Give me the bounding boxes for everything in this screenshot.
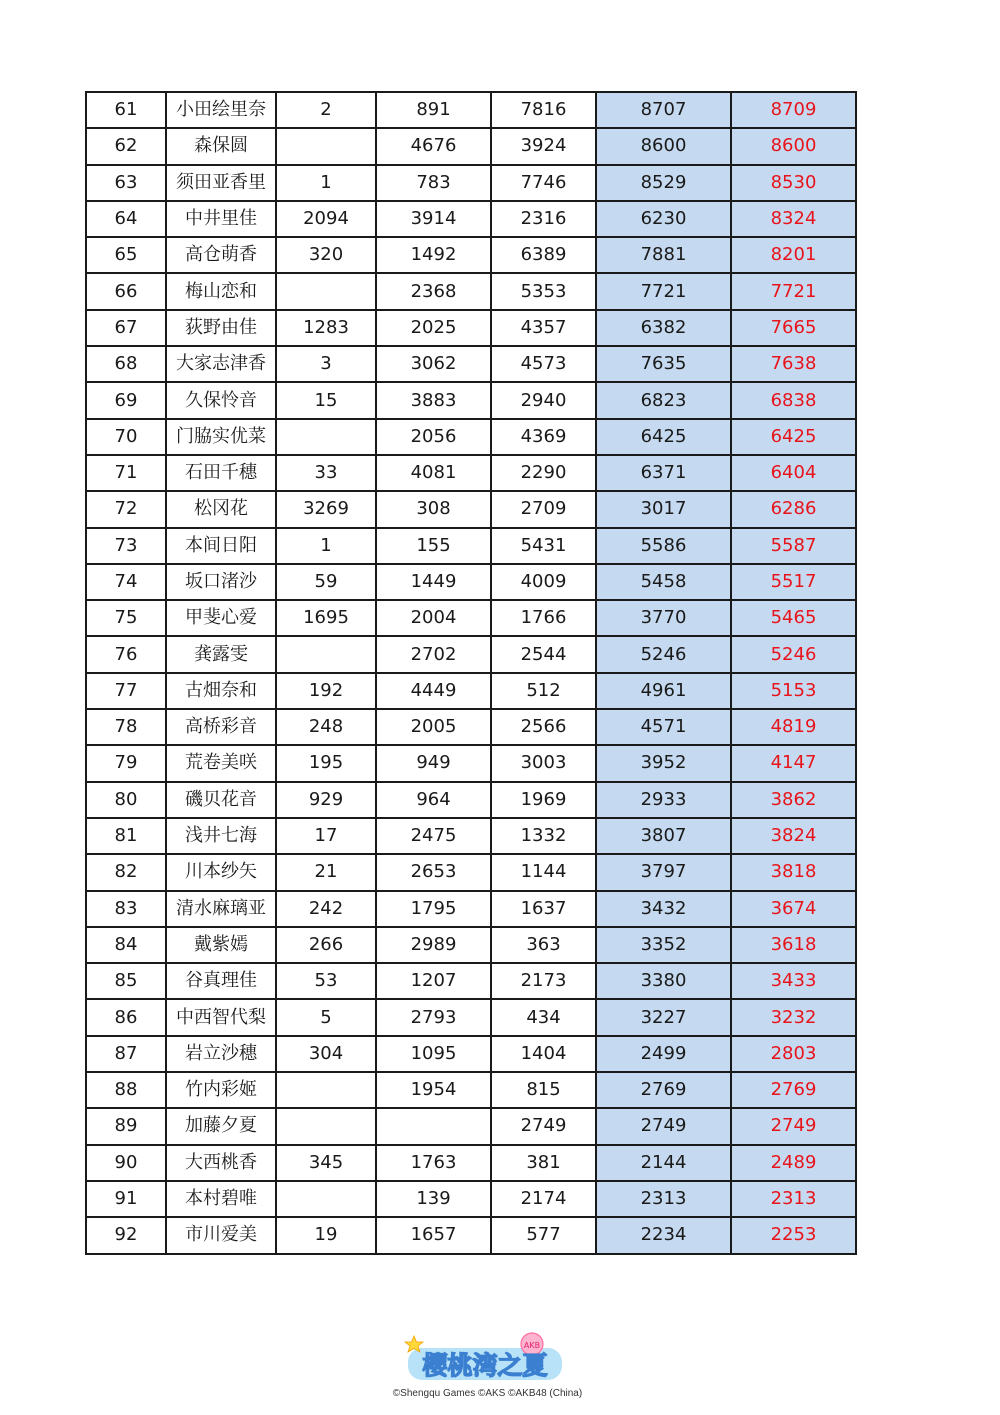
table-row — [86, 745, 856, 781]
value-cell: 1657 — [376, 1217, 491, 1253]
value-cell: 1954 — [376, 1072, 491, 1108]
total-cell: 2749 — [731, 1108, 856, 1144]
rank-cell: 84 — [86, 927, 166, 963]
table-row — [86, 818, 856, 854]
subtotal-cell: 3352 — [596, 927, 731, 963]
value-cell — [376, 1108, 491, 1144]
table-row — [86, 1145, 856, 1181]
table-row — [86, 1108, 856, 1144]
value-cell: 242 — [276, 891, 376, 927]
rank-cell: 81 — [86, 818, 166, 854]
subtotal-cell: 2144 — [596, 1145, 731, 1181]
value-cell: 2004 — [376, 600, 491, 636]
name-cell: 久保怜音 — [166, 382, 276, 418]
name-cell: 荻野由佳 — [166, 310, 276, 346]
value-cell: 1283 — [276, 310, 376, 346]
subtotal-cell: 3797 — [596, 854, 731, 890]
value-cell: 964 — [376, 782, 491, 818]
value-cell: 1095 — [376, 1036, 491, 1072]
value-cell: 2940 — [491, 382, 596, 418]
value-cell: 2989 — [376, 927, 491, 963]
name-cell: 高仓萌香 — [166, 237, 276, 273]
rank-cell: 89 — [86, 1108, 166, 1144]
value-cell: 3269 — [276, 491, 376, 527]
subtotal-cell: 3017 — [596, 491, 731, 527]
rank-cell: 78 — [86, 709, 166, 745]
total-cell: 2769 — [731, 1072, 856, 1108]
subtotal-cell: 2933 — [596, 782, 731, 818]
value-cell: 304 — [276, 1036, 376, 1072]
value-cell: 19 — [276, 1217, 376, 1253]
subtotal-cell: 6425 — [596, 419, 731, 455]
svg-text:AKB: AKB — [523, 1341, 541, 1350]
ranking-table — [85, 91, 857, 1255]
value-cell: 1 — [276, 528, 376, 564]
name-cell: 浅井七海 — [166, 818, 276, 854]
value-cell — [276, 419, 376, 455]
value-cell: 3914 — [376, 201, 491, 237]
subtotal-cell: 2234 — [596, 1217, 731, 1253]
total-cell: 6404 — [731, 455, 856, 491]
value-cell: 2094 — [276, 201, 376, 237]
name-cell: 坂口渚沙 — [166, 564, 276, 600]
name-cell: 门脇实优菜 — [166, 419, 276, 455]
subtotal-cell: 7635 — [596, 346, 731, 382]
total-cell: 3824 — [731, 818, 856, 854]
total-cell: 4819 — [731, 709, 856, 745]
value-cell: 4676 — [376, 128, 491, 164]
value-cell: 1 — [276, 165, 376, 201]
table-row — [86, 854, 856, 890]
rank-cell: 79 — [86, 745, 166, 781]
value-cell: 2793 — [376, 999, 491, 1035]
value-cell: 1766 — [491, 600, 596, 636]
value-cell — [276, 273, 376, 309]
table-row — [86, 273, 856, 309]
total-cell: 2803 — [731, 1036, 856, 1072]
name-cell: 竹内彩姬 — [166, 1072, 276, 1108]
value-cell: 2 — [276, 92, 376, 128]
name-cell: 大家志津香 — [166, 346, 276, 382]
rank-cell: 83 — [86, 891, 166, 927]
value-cell — [276, 128, 376, 164]
total-cell: 3818 — [731, 854, 856, 890]
rank-cell: 62 — [86, 128, 166, 164]
rank-cell: 75 — [86, 600, 166, 636]
value-cell: 577 — [491, 1217, 596, 1253]
subtotal-cell: 6382 — [596, 310, 731, 346]
table-row — [86, 891, 856, 927]
value-cell: 2566 — [491, 709, 596, 745]
value-cell: 1332 — [491, 818, 596, 854]
name-cell: 岩立沙穗 — [166, 1036, 276, 1072]
total-cell: 2253 — [731, 1217, 856, 1253]
value-cell: 891 — [376, 92, 491, 128]
value-cell: 2749 — [491, 1108, 596, 1144]
name-cell: 本村碧唯 — [166, 1181, 276, 1217]
table-row — [86, 782, 856, 818]
rank-cell: 72 — [86, 491, 166, 527]
subtotal-cell: 8600 — [596, 128, 731, 164]
name-cell: 荒卷美咲 — [166, 745, 276, 781]
subtotal-cell: 3432 — [596, 891, 731, 927]
table-row — [86, 201, 856, 237]
table-row — [86, 491, 856, 527]
table-row — [86, 528, 856, 564]
value-cell: 4449 — [376, 673, 491, 709]
table-row — [86, 346, 856, 382]
total-cell: 4147 — [731, 745, 856, 781]
value-cell: 1763 — [376, 1145, 491, 1181]
value-cell: 2702 — [376, 636, 491, 672]
value-cell: 195 — [276, 745, 376, 781]
table-row — [86, 92, 856, 128]
subtotal-cell: 6371 — [596, 455, 731, 491]
subtotal-cell: 3770 — [596, 600, 731, 636]
total-cell: 5246 — [731, 636, 856, 672]
table-row — [86, 128, 856, 164]
rank-cell: 64 — [86, 201, 166, 237]
copyright-text: ©Shengqu Games ©AKS ©AKB48 (China) — [392, 1388, 583, 1399]
value-cell: 4573 — [491, 346, 596, 382]
total-cell: 3862 — [731, 782, 856, 818]
total-cell: 5517 — [731, 564, 856, 600]
table-row — [86, 165, 856, 201]
value-cell: 381 — [491, 1145, 596, 1181]
value-cell: 2475 — [376, 818, 491, 854]
value-cell: 248 — [276, 709, 376, 745]
value-cell: 1795 — [376, 891, 491, 927]
name-cell: 梅山恋和 — [166, 273, 276, 309]
value-cell: 139 — [376, 1181, 491, 1217]
name-cell: 中井里佳 — [166, 201, 276, 237]
subtotal-cell: 3807 — [596, 818, 731, 854]
value-cell: 2174 — [491, 1181, 596, 1217]
total-cell: 8201 — [731, 237, 856, 273]
subtotal-cell: 4961 — [596, 673, 731, 709]
rank-cell: 67 — [86, 310, 166, 346]
value-cell: 949 — [376, 745, 491, 781]
rank-cell: 66 — [86, 273, 166, 309]
rank-cell: 86 — [86, 999, 166, 1035]
value-cell: 33 — [276, 455, 376, 491]
table-row — [86, 382, 856, 418]
game-logo — [400, 1328, 570, 1386]
subtotal-cell: 5458 — [596, 564, 731, 600]
rank-cell: 65 — [86, 237, 166, 273]
rank-cell: 69 — [86, 382, 166, 418]
name-cell: 大西桃香 — [166, 1145, 276, 1181]
rank-cell: 80 — [86, 782, 166, 818]
total-cell: 2313 — [731, 1181, 856, 1217]
rank-cell: 87 — [86, 1036, 166, 1072]
rank-cell: 85 — [86, 963, 166, 999]
logo-text: 樱桃湾之夏 — [422, 1351, 548, 1380]
total-cell: 2489 — [731, 1145, 856, 1181]
total-cell: 8530 — [731, 165, 856, 201]
subtotal-cell: 8529 — [596, 165, 731, 201]
value-cell: 308 — [376, 491, 491, 527]
value-cell: 2005 — [376, 709, 491, 745]
table-row — [86, 927, 856, 963]
subtotal-cell: 6823 — [596, 382, 731, 418]
value-cell: 4009 — [491, 564, 596, 600]
total-cell: 7638 — [731, 346, 856, 382]
total-cell: 5465 — [731, 600, 856, 636]
value-cell: 3003 — [491, 745, 596, 781]
subtotal-cell: 4571 — [596, 709, 731, 745]
name-cell: 须田亚香里 — [166, 165, 276, 201]
rank-cell: 68 — [86, 346, 166, 382]
value-cell: 783 — [376, 165, 491, 201]
value-cell: 3924 — [491, 128, 596, 164]
table-row — [86, 963, 856, 999]
rank-cell: 77 — [86, 673, 166, 709]
rank-cell: 70 — [86, 419, 166, 455]
subtotal-cell: 2749 — [596, 1108, 731, 1144]
rank-cell: 76 — [86, 636, 166, 672]
subtotal-cell: 2769 — [596, 1072, 731, 1108]
subtotal-cell: 3227 — [596, 999, 731, 1035]
value-cell: 21 — [276, 854, 376, 890]
subtotal-cell: 5246 — [596, 636, 731, 672]
value-cell: 7746 — [491, 165, 596, 201]
total-cell: 8324 — [731, 201, 856, 237]
name-cell: 市川爱美 — [166, 1217, 276, 1253]
total-cell: 8709 — [731, 92, 856, 128]
value-cell: 320 — [276, 237, 376, 273]
rank-cell: 92 — [86, 1217, 166, 1253]
value-cell: 2653 — [376, 854, 491, 890]
table-row — [86, 1181, 856, 1217]
value-cell: 345 — [276, 1145, 376, 1181]
value-cell: 155 — [376, 528, 491, 564]
name-cell: 加藤夕夏 — [166, 1108, 276, 1144]
value-cell: 2290 — [491, 455, 596, 491]
value-cell: 1637 — [491, 891, 596, 927]
value-cell: 17 — [276, 818, 376, 854]
value-cell: 815 — [491, 1072, 596, 1108]
total-cell: 3674 — [731, 891, 856, 927]
value-cell: 53 — [276, 963, 376, 999]
value-cell: 15 — [276, 382, 376, 418]
value-cell: 1207 — [376, 963, 491, 999]
rank-cell: 91 — [86, 1181, 166, 1217]
ranking-table-body — [86, 92, 856, 1254]
subtotal-cell: 5586 — [596, 528, 731, 564]
table-row — [86, 564, 856, 600]
value-cell: 2056 — [376, 419, 491, 455]
name-cell: 石田千穗 — [166, 455, 276, 491]
total-cell: 3433 — [731, 963, 856, 999]
rank-cell: 61 — [86, 92, 166, 128]
total-cell: 7665 — [731, 310, 856, 346]
table-row — [86, 1072, 856, 1108]
name-cell: 松冈花 — [166, 491, 276, 527]
value-cell: 1449 — [376, 564, 491, 600]
total-cell: 6425 — [731, 419, 856, 455]
value-cell: 5353 — [491, 273, 596, 309]
total-cell: 8600 — [731, 128, 856, 164]
name-cell: 甲斐心爱 — [166, 600, 276, 636]
name-cell: 戴紫嫣 — [166, 927, 276, 963]
value-cell — [276, 1072, 376, 1108]
rank-cell: 73 — [86, 528, 166, 564]
table-row — [86, 1036, 856, 1072]
table-row — [86, 310, 856, 346]
value-cell: 2544 — [491, 636, 596, 672]
value-cell: 5 — [276, 999, 376, 1035]
rank-cell: 63 — [86, 165, 166, 201]
rank-cell: 90 — [86, 1145, 166, 1181]
value-cell: 2173 — [491, 963, 596, 999]
table-row — [86, 600, 856, 636]
value-cell: 4081 — [376, 455, 491, 491]
table-row — [86, 1217, 856, 1253]
value-cell: 192 — [276, 673, 376, 709]
rank-cell: 88 — [86, 1072, 166, 1108]
subtotal-cell: 7721 — [596, 273, 731, 309]
value-cell: 3883 — [376, 382, 491, 418]
name-cell: 中西智代梨 — [166, 999, 276, 1035]
table-row — [86, 673, 856, 709]
value-cell: 4357 — [491, 310, 596, 346]
value-cell: 1404 — [491, 1036, 596, 1072]
value-cell: 2709 — [491, 491, 596, 527]
value-cell: 434 — [491, 999, 596, 1035]
subtotal-cell: 3380 — [596, 963, 731, 999]
value-cell — [276, 1181, 376, 1217]
name-cell: 高桥彩音 — [166, 709, 276, 745]
total-cell: 5153 — [731, 673, 856, 709]
value-cell: 512 — [491, 673, 596, 709]
total-cell: 7721 — [731, 273, 856, 309]
value-cell: 363 — [491, 927, 596, 963]
value-cell — [276, 1108, 376, 1144]
table-row — [86, 419, 856, 455]
table-row — [86, 709, 856, 745]
value-cell: 1492 — [376, 237, 491, 273]
value-cell: 4369 — [491, 419, 596, 455]
value-cell: 266 — [276, 927, 376, 963]
table-row — [86, 237, 856, 273]
name-cell: 古畑奈和 — [166, 673, 276, 709]
value-cell: 2368 — [376, 273, 491, 309]
value-cell — [276, 636, 376, 672]
table-row — [86, 999, 856, 1035]
name-cell: 小田绘里奈 — [166, 92, 276, 128]
value-cell: 2316 — [491, 201, 596, 237]
value-cell: 5431 — [491, 528, 596, 564]
total-cell: 3232 — [731, 999, 856, 1035]
total-cell: 6838 — [731, 382, 856, 418]
value-cell: 1144 — [491, 854, 596, 890]
value-cell: 1695 — [276, 600, 376, 636]
total-cell: 5587 — [731, 528, 856, 564]
subtotal-cell: 3952 — [596, 745, 731, 781]
total-cell: 6286 — [731, 491, 856, 527]
subtotal-cell: 7881 — [596, 237, 731, 273]
table-row — [86, 455, 856, 491]
subtotal-cell: 8707 — [596, 92, 731, 128]
value-cell: 3062 — [376, 346, 491, 382]
value-cell: 929 — [276, 782, 376, 818]
name-cell: 本间日阳 — [166, 528, 276, 564]
rank-cell: 74 — [86, 564, 166, 600]
name-cell: 龚露雯 — [166, 636, 276, 672]
value-cell: 59 — [276, 564, 376, 600]
rank-cell: 71 — [86, 455, 166, 491]
value-cell: 6389 — [491, 237, 596, 273]
value-cell: 1969 — [491, 782, 596, 818]
name-cell: 森保圆 — [166, 128, 276, 164]
table-row — [86, 636, 856, 672]
name-cell: 清水麻璃亚 — [166, 891, 276, 927]
total-cell: 3618 — [731, 927, 856, 963]
subtotal-cell: 6230 — [596, 201, 731, 237]
value-cell: 7816 — [491, 92, 596, 128]
name-cell: 川本纱矢 — [166, 854, 276, 890]
value-cell: 3 — [276, 346, 376, 382]
name-cell: 磯贝花音 — [166, 782, 276, 818]
value-cell: 2025 — [376, 310, 491, 346]
subtotal-cell: 2313 — [596, 1181, 731, 1217]
name-cell: 谷真理佳 — [166, 963, 276, 999]
subtotal-cell: 2499 — [596, 1036, 731, 1072]
rank-cell: 82 — [86, 854, 166, 890]
